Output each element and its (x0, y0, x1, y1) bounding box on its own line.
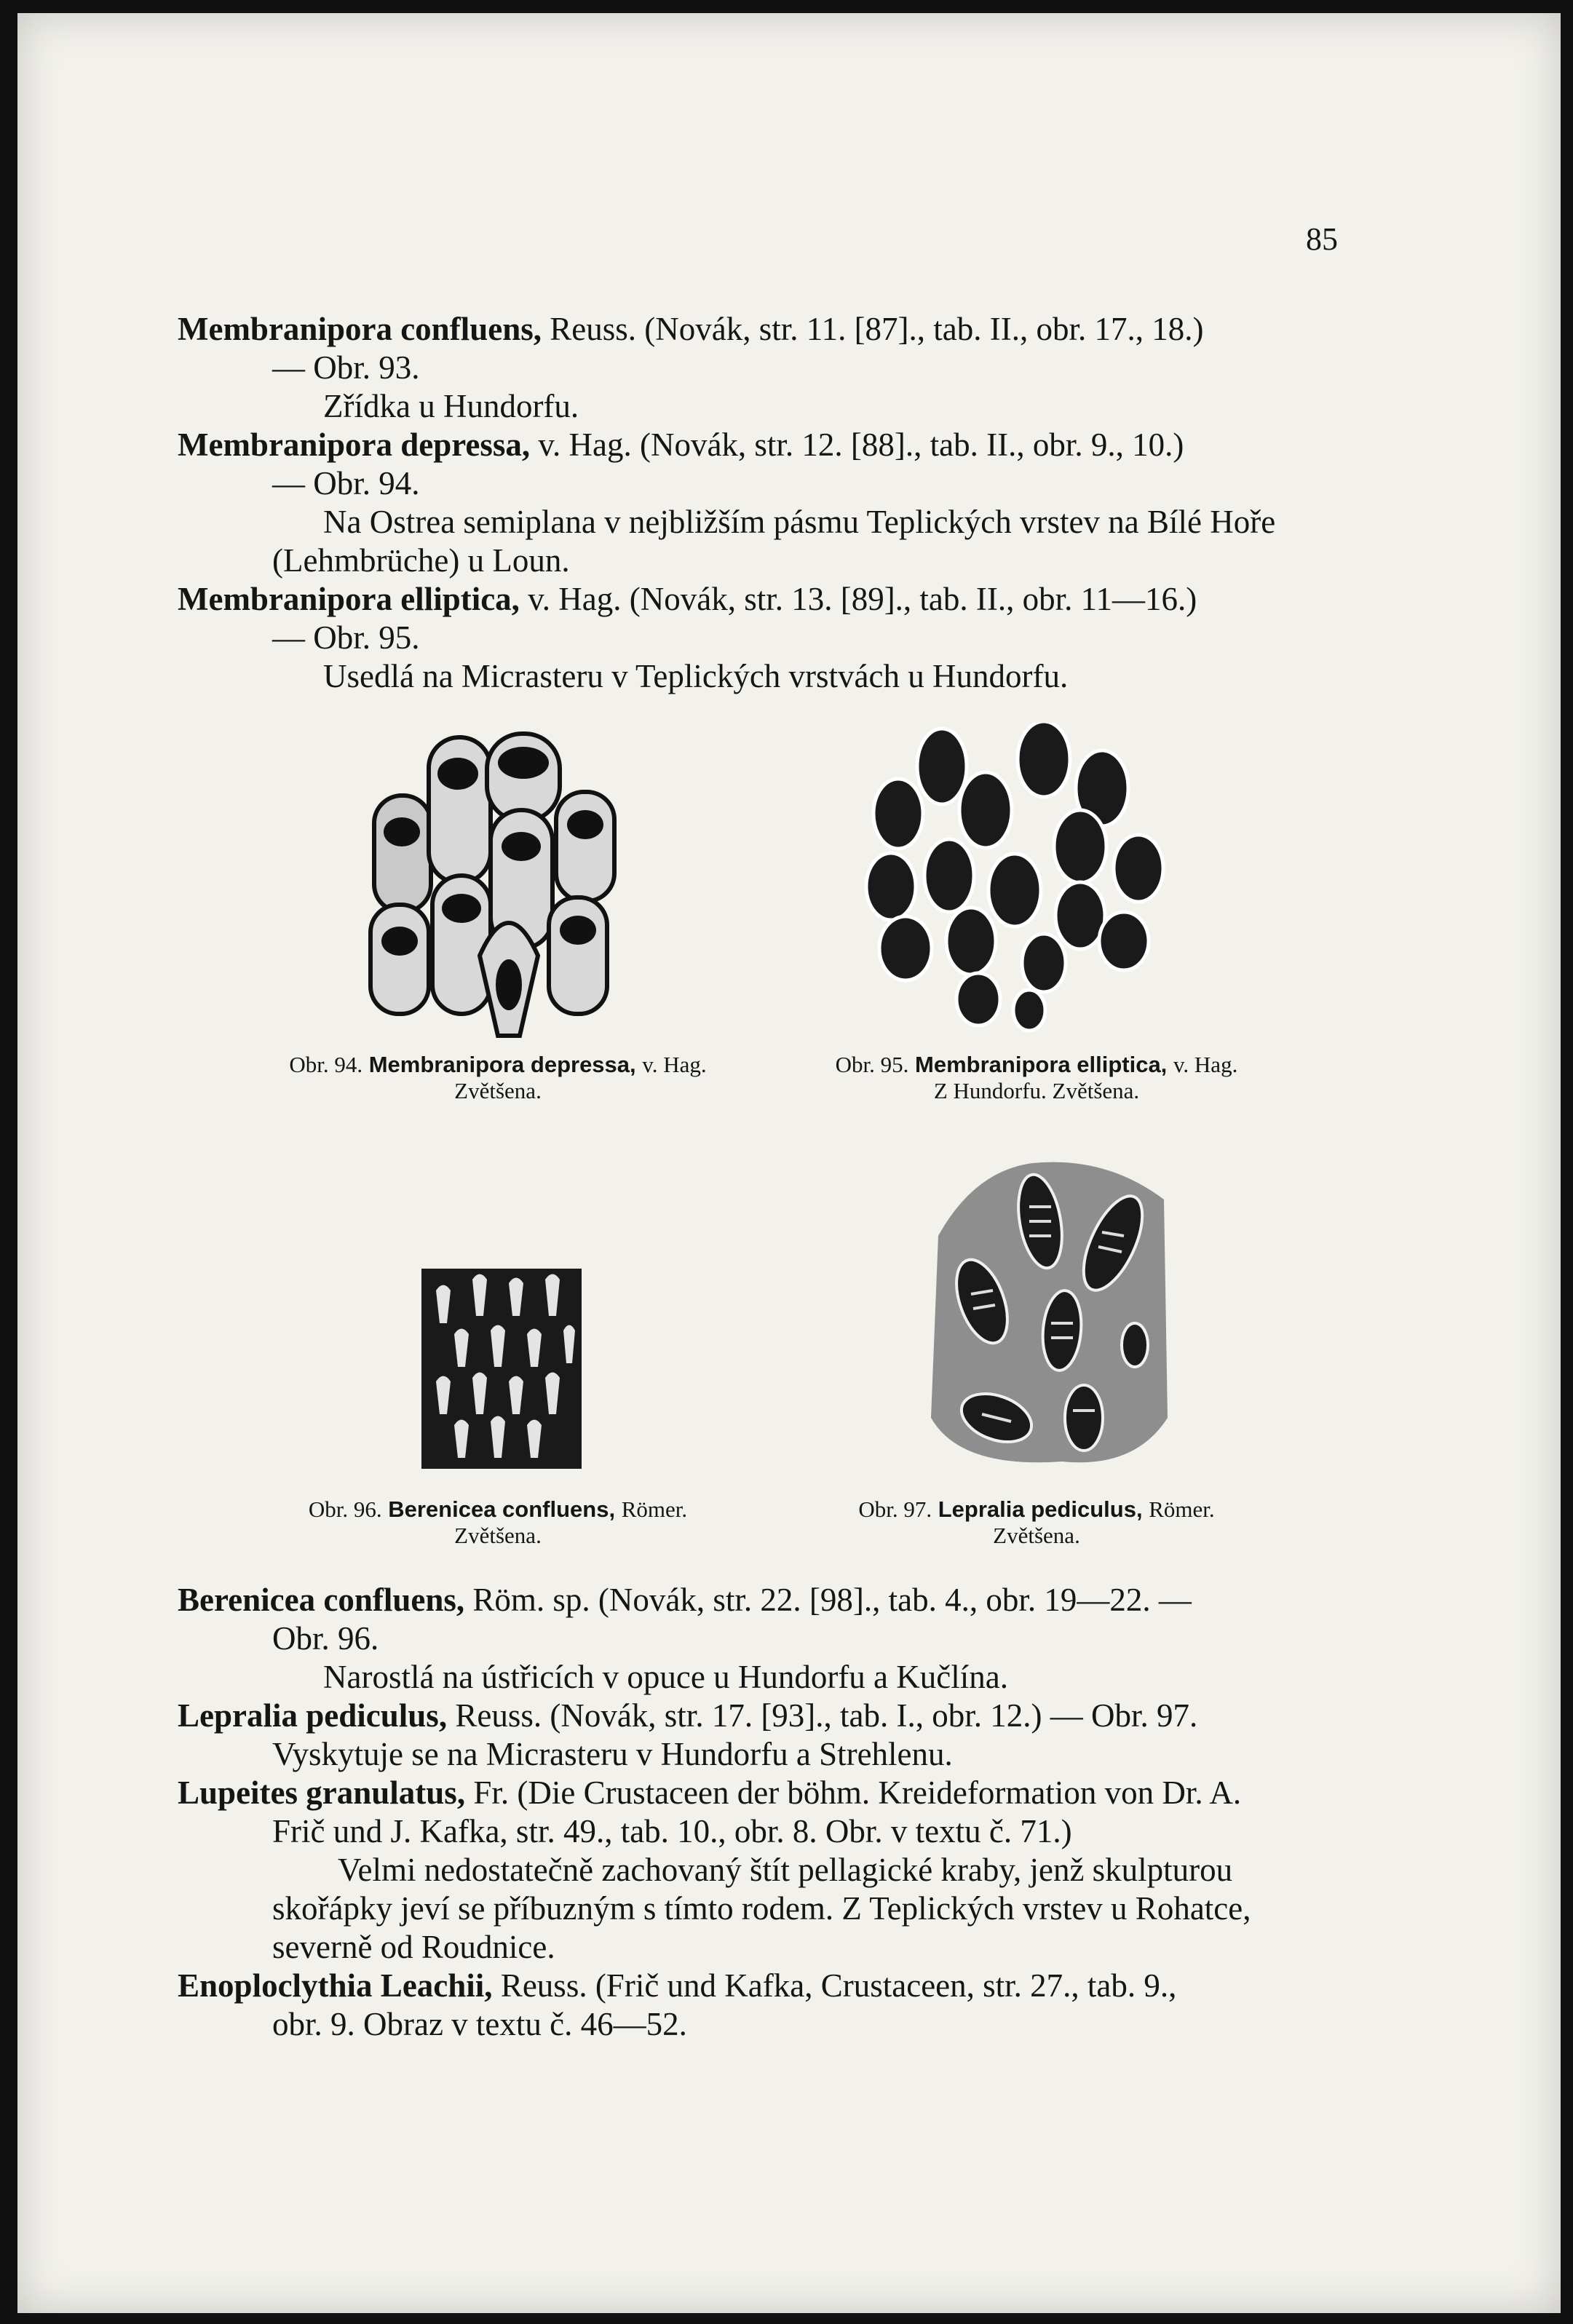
figure-97-caption (767, 1496, 1306, 1549)
entry-heading (178, 1697, 1357, 1735)
entry-title: Lupeites granulatus, (178, 1774, 466, 1811)
entry-heading (178, 310, 1357, 349)
figure-97-illustration (916, 1156, 1178, 1476)
entry-reference: Reuss. (Frič und Kafka, Crustaceen, str. 27., tab. 9., (492, 1967, 1177, 2004)
entry-title: Enoploclythia Leachii, (178, 1967, 493, 2004)
entry-lepralia-pediculus (178, 1697, 1357, 1774)
figure-95-illustration (862, 723, 1182, 1036)
entry-reference: Röm. sp. (Novák, str. 22. [98]., tab. 4., obr. 19—22. — (464, 1582, 1192, 1618)
entry-note: Narostlá na ústřicích v opuce u Hundorfu a Kučlína. (323, 1659, 1008, 1695)
entry-membranipora-elliptica (178, 580, 1357, 696)
entry-figure-ref: — Obr. 93. (272, 349, 420, 386)
entry-title: Lepralia pediculus, (178, 1697, 448, 1734)
entry-heading (178, 1774, 1357, 1812)
entry-heading (178, 580, 1357, 619)
entry-reference: v. Hag. (Novák, str. 13. [89]., tab. II., obr. 11—16.) (519, 581, 1197, 617)
entry-note: Na Ostrea semiplana v nejbližším pásmu Teplických vrstev na Bílé Hoře (323, 504, 1276, 540)
entry-heading (178, 1967, 1357, 2005)
entry-note: Usedlá na Micrasteru v Teplických vrstvách u Hundorfu. (323, 658, 1069, 694)
entry-reference: Reuss. (Novák, str. 17. [93]., tab. I., obr. 12.) — Obr. 97. (447, 1697, 1198, 1734)
entry-heading (178, 1581, 1357, 1619)
caption-line (767, 1496, 1306, 1523)
caption-title: Lepralia pediculus, (938, 1496, 1143, 1522)
figure-96-illustration (421, 1269, 582, 1469)
entry-lupeites-granulatus (178, 1774, 1357, 1967)
entry-membranipora-depressa (178, 426, 1357, 580)
caption-author: Römer. (621, 1496, 688, 1522)
caption-title: Membranipora elliptica, (915, 1052, 1168, 1077)
page-number: 85 (1306, 221, 1338, 257)
caption-line (229, 1496, 767, 1523)
caption-author: Römer. (1149, 1496, 1215, 1522)
entry-enoploclythia-leachii (178, 1967, 1357, 2044)
entry-continuation: obr. 9. Obraz v textu č. 46—52. (272, 2006, 687, 2042)
entry-membranipora-confluens (178, 310, 1357, 426)
caption-label: Obr. 97. (858, 1496, 932, 1522)
figure-95-caption (767, 1052, 1306, 1104)
figure-94-illustration (352, 723, 643, 1043)
figure-94-caption (229, 1052, 767, 1104)
caption-label: Obr. 96. (308, 1496, 382, 1522)
entry-note-continued: (Lehmbrüche) u Loun. (272, 542, 570, 579)
entry-continuation: Frič und J. Kafka, str. 49., tab. 10., obr. 8. Obr. v textu č. 71.) (272, 1813, 1072, 1849)
entry-reference: Fr. (Die Crustaceen der böhm. Kreideformation von Dr. A. (465, 1774, 1242, 1811)
entry-figure-ref: — Obr. 95. (272, 619, 420, 656)
caption-label: Obr. 95. (835, 1052, 909, 1077)
caption-author: v. Hag. (642, 1052, 707, 1077)
entry-note: Velmi nedostatečně zachovaný štít pellagické kraby, jenž skulpturou skořápky jeví se příbuzným s tímto rodem. Z Teplických vrstev u Rohatce, severně od Roudnice. (272, 1852, 1251, 1965)
caption-sub: Zvětšena. (454, 1078, 542, 1103)
entry-heading (178, 426, 1357, 464)
entry-continuation: Obr. 96. (272, 1620, 379, 1657)
caption-line (767, 1052, 1306, 1078)
entry-reference: v. Hag. (Novák, str. 12. [88]., tab. II., obr. 9., 10.) (530, 427, 1184, 463)
caption-title: Membranipora depressa, (368, 1052, 636, 1077)
caption-label: Obr. 94. (289, 1052, 363, 1077)
caption-line (229, 1052, 767, 1078)
caption-title: Berenicea confluens, (388, 1496, 616, 1522)
caption-sub: Zvětšena. (993, 1523, 1080, 1548)
entry-berenicea-confluens (178, 1581, 1357, 1697)
entry-note: Zřídka u Hundorfu. (323, 388, 579, 424)
entry-reference: Reuss. (Novák, str. 11. [87]., tab. II., obr. 17., 18.) (542, 311, 1204, 347)
caption-author: v. Hag. (1173, 1052, 1238, 1077)
entry-title: Membranipora elliptica, (178, 581, 520, 617)
entry-title: Membranipora confluens, (178, 311, 542, 347)
entry-figure-ref: — Obr. 94. (272, 465, 420, 501)
entry-continuation: Vyskytuje se na Micrasteru v Hundorfu a Strehlenu. (272, 1736, 953, 1772)
entry-title: Membranipora depressa, (178, 427, 531, 463)
caption-sub: Z Hundorfu. Zvětšena. (933, 1078, 1140, 1103)
figure-96-caption (229, 1496, 767, 1549)
entry-title: Berenicea confluens, (178, 1582, 465, 1618)
book-page (17, 13, 1561, 2313)
caption-sub: Zvětšena. (454, 1523, 542, 1548)
